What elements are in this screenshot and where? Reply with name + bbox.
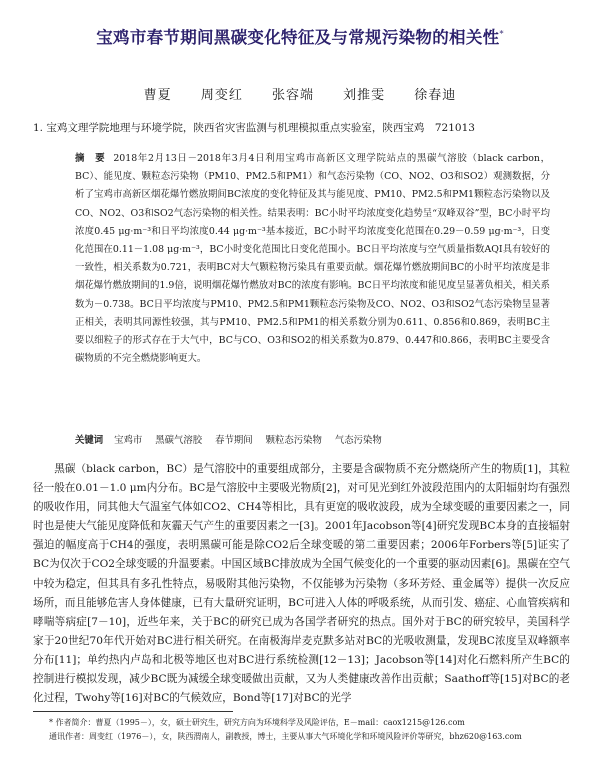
keyword: 春节期间 <box>215 435 253 446</box>
author-name: 刘推雯 <box>343 88 386 103</box>
keyword: 气态污染物 <box>334 435 382 446</box>
author-name: 张容端 <box>271 88 314 103</box>
keyword: 颗粒态污染物 <box>265 435 322 446</box>
body-text <box>33 460 570 708</box>
body-paragraph: 黑碳（black carbon，BC）是气溶胶中的重要组成部分，主要是含碳物质不充分燃烧所产生的物质[1]，其粒径一般在0.01－1.0 μm内分布。BC是气溶胶中主要吸光物质[2]，对可见光到红外波段范围内的太阳辐射均有强烈的吸收作用，同其他大气温室气体如CO2、CH4等相比，具有更宽的吸收波段，成为全球变暖的重要因素之一，同时也是使大气能见度降低和灰霾天气产生的重要因素之一[3]。2001年Jacobson等[4]研究发现BC本身的直接辐射强迫的幅度高于CH4的强度，表明黑碳可能是除CO2后全球变暖的第二重要因素；2006年Forbers等[5]证实了BC为仅次于CO2全球变暖的升温要素。中国区域BC排放成为全国气候变化的一个重要的驱动因素[6]。黑碳在空气中较为稳定，但其具有多孔性特点，易吸附其他污染物，不仅能够为污染物（多环芳烃、重金属等）提供一次反应场所，而且能够危害人身体健康，已有大量研究证明，BC可进入人体的呼吸系统，从而引发、癌症、心血管疾病和哮喘等病症[7－10]，近些年来，关于BC的研究已成为各国学者研究的热点。国外对于BC的研究较早，美国科学家于20世纪70年代开始对BC进行相关研究。在南极海岸麦克默多站对BC的光吸收测量，发现BC浓度呈双峰额率分布[11]；单约热内卢岛和北极等地区也对BC进行系统检测[12－13]；Jacobson等[14]对化石燃料所产生BC的控制进行模拟发现，减少BC既为减缓全球变暖做出贡献，又为人类健康改善作出贡献；Saathoff等[15]对BC的老化过程，Twohy等[16]对BC的气候效应，Bond等[17]对BC的光学 <box>33 463 570 705</box>
author-list <box>0 84 600 103</box>
footnote-corresponding-author: 通讯作者：周变红（1976－），女，陕西渭南人，副教授，博士，主要从事大气环境化学和环境风险评价等研究，bhz620@163.com <box>49 732 522 741</box>
title-footnote-mark: * <box>499 29 504 39</box>
title-text: 宝鸡市春节期间黑碳变化特征及与常规污染物的相关性 <box>96 28 500 47</box>
paper-title <box>30 24 570 48</box>
footnote-divider <box>33 711 233 712</box>
footnote-author-info: * 作者简介：曹夏（1995－），女，硕士研究生，研究方向为环境科学及风险评估，E－mail：caox1215@126.com <box>49 718 465 727</box>
author-name: 徐春迪 <box>414 88 457 103</box>
keyword: 黑碳气溶胶 <box>155 435 203 446</box>
abstract <box>75 150 550 368</box>
author-name: 曹夏 <box>143 88 172 103</box>
keywords <box>75 433 550 449</box>
abstract-text: 2018年2月13日－2018年3月4日利用宝鸡市高新区文理学院站点的黑碳气溶胶（black carbon，BC）、能见度、颗粒态污染物（PM10、PM2.5和PM1）和气态污染物（CO、NO2、O3和SO2）观测数据，分析了宝鸡市高新区烟花爆竹燃放期间BC浓度的变化特征及其与能见度、PM10、PM2.5和PM1颗粒态污染物以及CO、NO2、O3和SO2气态污染物的相关性。结果表明：BC小时平均浓度变化趋势呈“双峰双谷”型，BC小时平均浓度0.45 μg·m⁻³和日平均浓度0.44 μg·m⁻³基本接近，BC小时平均浓度变化范围在0.29－0.59 μg·m⁻³，日变化范围在0.11－1.08 μg·m⁻³，BC小时变化范围比日变化范围小。BC日平均浓度与空气质量指数AQI具有较好的一致性，相关系数为0.721，表明BC对大气颗粒物污染具有重要贡献。烟花爆竹燃放期间BC的小时平均浓度是非烟花爆竹燃放期间的1.9倍，说明烟花爆竹燃放对BC的浓度有影响。BC日平均浓度和能见度呈显著负相关，相关系数为－0.738。BC日平均浓度与PM10、PM2.5和PM1颗粒态污染物及CO、NO2、O3和SO2气态污染物呈显著正相关，表明其同源性较强，其与PM10、PM2.5和PM1的相关系数分别为0.611、0.856和0.869，表明BC主要以细粒子的形式存在于大气中，BC与CO、O3和SO2的相关系数为0.879、0.447和0.866，表明BC主要受含碳物质的不完全燃烧影响更大。 <box>75 153 550 365</box>
author-name: 周变红 <box>200 88 243 103</box>
keywords-label: 关键词 <box>75 435 104 446</box>
keyword: 宝鸡市 <box>114 435 143 446</box>
footnotes <box>33 716 570 744</box>
abstract-label: 摘 要 <box>75 153 106 164</box>
affiliation: 1. 宝鸡文理学院地理与环境学院，陕西省灾害监测与机理模拟重点实验室，陕西宝鸡 721013 <box>33 122 475 134</box>
